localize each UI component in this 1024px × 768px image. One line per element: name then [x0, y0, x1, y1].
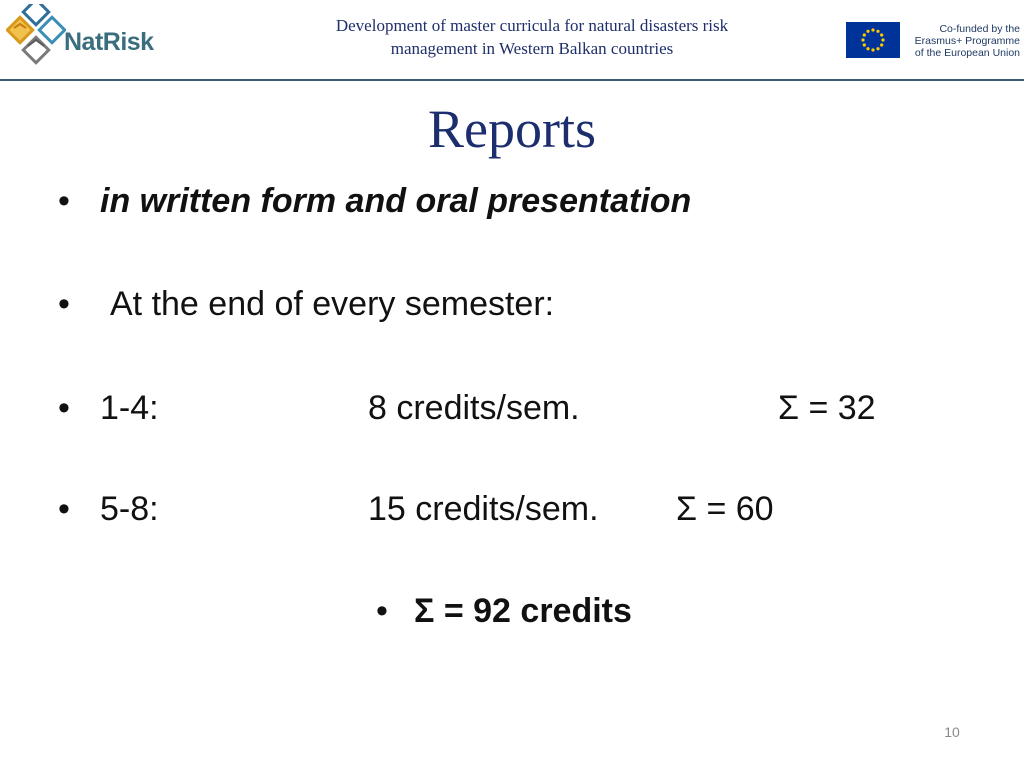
bullet-dot: • [58, 182, 70, 220]
sum-5-8: Σ = 60 [676, 490, 774, 528]
header-title [262, 14, 802, 60]
natrisk-logo [6, 4, 166, 70]
credits-per-semester-5-8: 15 credits/sem. [368, 490, 599, 528]
semester-range-1-4: 1-4: [100, 389, 159, 427]
bullet-dot: • [58, 490, 70, 528]
total-credits: Σ = 92 credits [414, 592, 632, 630]
slide-title: Reports [428, 99, 596, 159]
logo-wordmark: NatRisk [64, 28, 154, 56]
eu-text-line-3: of the European Union [914, 47, 1020, 59]
eu-cofunding-text [906, 23, 1020, 59]
eu-text-line-2: Erasmus+ Programme [914, 35, 1020, 47]
slide-header [0, 0, 1024, 80]
bullet-dot: • [58, 389, 70, 427]
credits-per-semester-1-4: 8 credits/sem. [368, 389, 580, 427]
bullet-dot: • [376, 592, 388, 630]
eu-text-line-1: Co-funded by the [939, 23, 1020, 35]
bullet-written-oral: in written form and oral presentation [100, 182, 692, 220]
eu-flag-icon [846, 22, 900, 58]
bullet-dot: • [58, 285, 70, 323]
sum-1-4: Σ = 32 [778, 389, 876, 427]
header-title-line-1: Development of master curricula for natural disasters risk [335, 16, 729, 35]
eu-cofunding-logo [844, 20, 1022, 60]
page-number: 10 [944, 724, 960, 740]
bullet-end-of-semester: At the end of every semester: [110, 285, 555, 323]
natrisk-emblem-icon [6, 4, 66, 70]
header-title-line-2: management in Western Balkan countries [390, 39, 674, 58]
semester-range-5-8: 5-8: [100, 490, 159, 528]
header-divider [0, 79, 1024, 81]
